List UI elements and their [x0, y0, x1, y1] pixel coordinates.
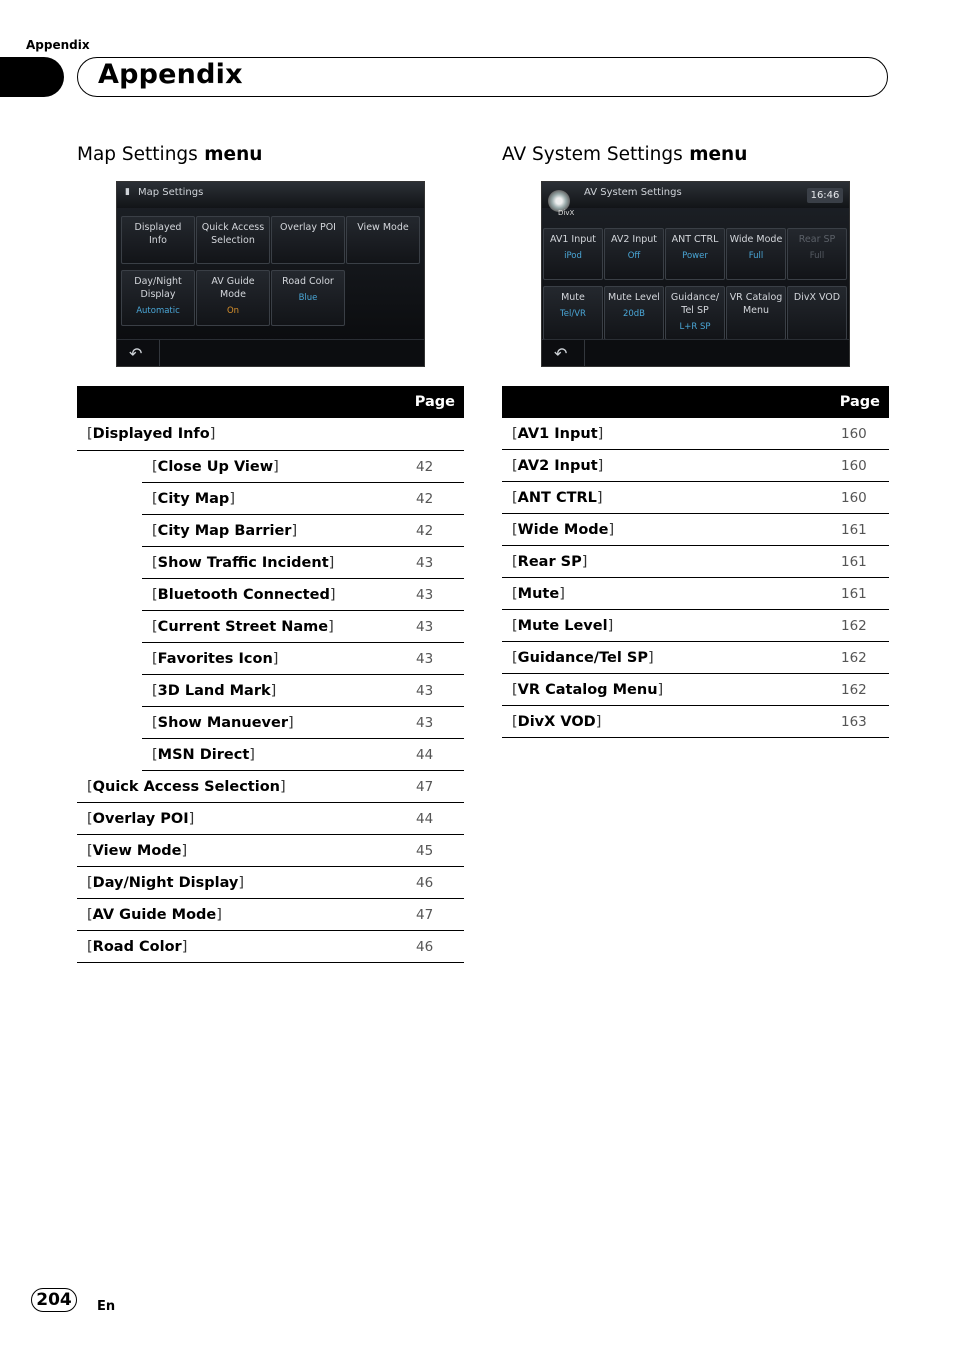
- tile-label: VR Catalog: [729, 292, 783, 303]
- setting-cell: [77, 803, 416, 835]
- setting-name: Quick Access Selection: [92, 778, 280, 795]
- av-system-settings-section-title: [502, 144, 747, 165]
- setting-cell: [77, 771, 416, 803]
- page-cell: 161: [841, 514, 889, 546]
- section-tab-marker: [0, 57, 64, 97]
- page-cell: 43: [416, 675, 464, 707]
- setting-cell: [502, 450, 841, 482]
- setting-cell: [142, 483, 416, 515]
- setting-cell: [77, 867, 416, 899]
- tile-value: L+R SP: [679, 322, 711, 332]
- setting-cell: [142, 547, 416, 579]
- menu-tile: [543, 228, 603, 280]
- bracket-close: ]: [328, 618, 334, 635]
- setting-cell: [502, 418, 841, 450]
- tile-label: Rear SP: [798, 234, 836, 245]
- bracket-open: [: [512, 649, 518, 666]
- setting-name: Rear SP: [517, 553, 582, 570]
- tile-label: AV1 Input: [549, 234, 597, 245]
- section-title-suffix: menu: [689, 144, 748, 165]
- tile-value: Tel/VR: [560, 309, 586, 319]
- bracket-open: [: [512, 425, 518, 442]
- tile-label: DivX VOD: [793, 292, 841, 303]
- setting-cell: [142, 707, 416, 739]
- bracket-close: ]: [181, 842, 188, 859]
- page-cell: 163: [841, 706, 889, 738]
- screen-footer: [542, 339, 849, 366]
- tile-label: Mode: [220, 289, 246, 300]
- setting-name: Close Up View: [157, 458, 274, 475]
- tile-value: 20dB: [622, 309, 646, 319]
- bracket-open: [: [152, 490, 158, 507]
- bracket-open: [: [87, 938, 93, 955]
- table-row: [77, 899, 464, 931]
- tile-label: Quick Access: [201, 222, 265, 233]
- setting-cell: [142, 739, 416, 771]
- setting-name: Favorites Icon: [157, 650, 273, 667]
- bracket-open: [: [152, 746, 158, 763]
- section-title-name: AV System Settings: [502, 144, 683, 165]
- menu-icon: ▮: [125, 187, 130, 197]
- section-title-suffix: menu: [204, 144, 263, 165]
- page-cell: 162: [841, 674, 889, 706]
- bracket-close: ]: [329, 586, 336, 603]
- bracket-close: ]: [291, 522, 298, 539]
- table-row: [77, 707, 464, 739]
- tile-label: Day/Night: [134, 276, 182, 287]
- menu-tile: [543, 286, 603, 340]
- tile-label: Mute: [561, 292, 585, 303]
- tile-value: On: [226, 306, 240, 316]
- page-cell: 45: [416, 835, 464, 867]
- menu-tile: [346, 216, 420, 264]
- bracket-close: ]: [270, 682, 277, 699]
- setting-cell: [142, 675, 416, 707]
- screen-caption: AV System Settings: [584, 187, 682, 198]
- menu-tile: [604, 228, 664, 280]
- bracket-close: ]: [238, 874, 245, 891]
- tile-value: iPod: [564, 251, 582, 261]
- page-column-header: Page: [77, 386, 464, 418]
- av-system-settings-table: [502, 386, 889, 738]
- setting-cell: [502, 706, 841, 738]
- setting-name: VR Catalog Menu: [517, 681, 658, 698]
- tile-label: AV2 Input: [610, 234, 658, 245]
- divx-label: DivX: [558, 209, 575, 217]
- av-system-settings-screenshot: [541, 181, 850, 367]
- table-row: [502, 546, 889, 578]
- table-row: [77, 451, 464, 483]
- setting-cell: [142, 579, 416, 611]
- page-cell: 43: [416, 643, 464, 675]
- setting-name: MSN Direct: [157, 746, 250, 763]
- back-arrow-icon: ↶: [129, 344, 143, 363]
- table-row: [502, 642, 889, 674]
- page-column-header: Page: [502, 386, 889, 418]
- tile-value: Full: [809, 251, 825, 261]
- map-settings-table: [77, 386, 464, 963]
- table-row: [77, 483, 464, 515]
- tile-value: Blue: [298, 293, 318, 303]
- bracket-open: [: [512, 617, 518, 634]
- menu-tile: [196, 270, 270, 326]
- page-cell: 43: [416, 547, 464, 579]
- bracket-close: ]: [596, 489, 603, 506]
- bracket-open: [: [152, 618, 158, 635]
- setting-name: 3D Land Mark: [157, 682, 271, 699]
- tile-value: Off: [627, 251, 641, 261]
- bracket-open: [: [512, 681, 518, 698]
- menu-tile: [271, 216, 345, 264]
- page-cell: 43: [416, 579, 464, 611]
- page-cell: 162: [841, 642, 889, 674]
- setting-name: AV Guide Mode: [92, 906, 217, 923]
- tile-value: Full: [748, 251, 764, 261]
- bracket-close: ]: [647, 649, 654, 666]
- setting-cell: [502, 674, 841, 706]
- section-title-name: Map Settings: [77, 144, 198, 165]
- setting-name: View Mode: [92, 842, 182, 859]
- setting-cell: [77, 835, 416, 867]
- menu-tile: [196, 216, 270, 264]
- bracket-open: [: [152, 522, 158, 539]
- tile-label: View Mode: [357, 222, 409, 233]
- tile-label: Overlay POI: [280, 222, 336, 233]
- page-cell: 47: [416, 899, 464, 931]
- bracket-open: [: [512, 553, 518, 570]
- menu-tile: [271, 270, 345, 326]
- bracket-open: [: [87, 906, 93, 923]
- page-cell: 160: [841, 418, 889, 450]
- bracket-open: [: [87, 810, 93, 827]
- setting-name: Current Street Name: [157, 618, 329, 635]
- table-row: [77, 739, 464, 771]
- table-row: [502, 674, 889, 706]
- tile-label: Menu: [742, 305, 770, 316]
- footer-divider: [159, 340, 160, 366]
- setting-name: AV1 Input: [517, 425, 598, 442]
- bracket-close: ]: [597, 425, 604, 442]
- setting-cell: [142, 611, 416, 643]
- table-header-row: [502, 386, 889, 418]
- bracket-close: ]: [188, 810, 195, 827]
- setting-cell: [142, 451, 416, 483]
- setting-cell: [77, 931, 416, 963]
- setting-cell: [502, 546, 841, 578]
- bracket-open: [: [152, 682, 158, 699]
- indent-spacer: [77, 643, 142, 675]
- bracket-close: ]: [607, 617, 614, 634]
- table-row: [77, 675, 464, 707]
- page-title: Appendix: [98, 59, 243, 90]
- tile-label: Mute Level: [608, 292, 660, 303]
- page-cell: 42: [416, 515, 464, 547]
- table-row: [77, 867, 464, 899]
- table-row: [502, 514, 889, 546]
- setting-cell: [77, 899, 416, 931]
- tile-label: Tel SP: [681, 305, 709, 316]
- table-row: [77, 579, 464, 611]
- bracket-close: ]: [272, 650, 279, 667]
- bracket-close: ]: [181, 938, 188, 955]
- map-settings-screenshot: [116, 181, 425, 367]
- bracket-close: ]: [328, 554, 335, 571]
- setting-name: City Map Barrier: [157, 522, 292, 539]
- table-row: [77, 643, 464, 675]
- bracket-open: [: [152, 714, 158, 731]
- page-cell: 43: [416, 707, 464, 739]
- table-row: [77, 803, 464, 835]
- setting-name: Road Color: [92, 938, 182, 955]
- page-cell: 162: [841, 610, 889, 642]
- menu-tile: [665, 286, 725, 340]
- bracket-close: ]: [229, 490, 235, 507]
- indent-spacer: [77, 739, 142, 771]
- page-cell: 42: [416, 451, 464, 483]
- running-header: Appendix: [26, 38, 90, 52]
- setting-cell: [142, 515, 416, 547]
- page-cell: 44: [416, 739, 464, 771]
- tile-label: Road Color: [282, 276, 334, 287]
- setting-name: AV2 Input: [517, 457, 598, 474]
- indent-spacer: [77, 483, 142, 515]
- tile-label: Guidance/: [670, 292, 720, 303]
- bracket-close: ]: [216, 906, 222, 923]
- setting-name: Show Traffic Incident: [157, 554, 329, 571]
- table-row: [502, 450, 889, 482]
- table-row: [502, 482, 889, 514]
- setting-name: Mute Level: [517, 617, 608, 634]
- setting-name: Displayed Info: [92, 426, 210, 442]
- table-row: [502, 578, 889, 610]
- tile-label: Info: [149, 235, 167, 246]
- page-cell: 161: [841, 578, 889, 610]
- tile-label: AV Guide: [211, 276, 255, 287]
- page-cell: 160: [841, 450, 889, 482]
- indent-spacer: [77, 451, 142, 483]
- menu-tile: [604, 286, 664, 340]
- bracket-close: ]: [581, 553, 588, 570]
- indent-spacer: [77, 515, 142, 547]
- setting-cell: [142, 643, 416, 675]
- tile-label: Wide Mode: [729, 234, 783, 245]
- bracket-open: [: [512, 521, 518, 538]
- setting-cell: [502, 642, 841, 674]
- back-arrow-icon: ↶: [554, 344, 568, 363]
- setting-name: Mute: [517, 585, 560, 602]
- setting-name: Guidance/Tel SP: [517, 649, 648, 666]
- bracket-close: ]: [608, 521, 615, 538]
- tile-label: Display: [140, 289, 176, 300]
- bracket-open: [: [87, 842, 93, 859]
- indent-spacer: [77, 675, 142, 707]
- bracket-close: ]: [287, 714, 294, 731]
- bracket-open: [: [87, 426, 93, 442]
- page-cell: 43: [416, 611, 464, 643]
- menu-tile: [726, 228, 786, 280]
- setting-cell: [502, 578, 841, 610]
- table-row: [77, 835, 464, 867]
- page-cell: 160: [841, 482, 889, 514]
- bracket-open: [: [512, 489, 518, 506]
- indent-spacer: [77, 611, 142, 643]
- language-code: En: [97, 1299, 116, 1314]
- menu-tile: [787, 228, 847, 280]
- tile-label: ANT CTRL: [671, 234, 719, 245]
- table-row: [77, 515, 464, 547]
- menu-tile: [121, 270, 195, 326]
- setting-name: Wide Mode: [517, 521, 609, 538]
- setting-cell: [77, 418, 416, 451]
- page-cell: 42: [416, 483, 464, 515]
- bracket-close: ]: [597, 457, 604, 474]
- setting-name: Show Manuever: [157, 714, 288, 731]
- bracket-close: ]: [559, 585, 565, 602]
- tile-label: Displayed: [134, 222, 182, 233]
- menu-tile: [665, 228, 725, 280]
- setting-name: City Map: [157, 490, 230, 507]
- page-cell: 47: [416, 771, 464, 803]
- bracket-close: ]: [280, 778, 286, 795]
- screen-footer: [117, 339, 424, 366]
- bracket-close: ]: [657, 681, 664, 698]
- menu-tile: [121, 216, 195, 264]
- table-row: [77, 418, 464, 451]
- footer-divider: [584, 340, 585, 366]
- page-cell: 46: [416, 931, 464, 963]
- bracket-close: ]: [273, 458, 279, 475]
- table-row: [502, 418, 889, 450]
- tile-value: Automatic: [136, 306, 180, 316]
- bracket-close: ]: [209, 426, 216, 442]
- page-cell: 161: [841, 546, 889, 578]
- page-cell: [416, 418, 464, 451]
- bracket-open: [: [512, 585, 518, 602]
- page-cell: 46: [416, 867, 464, 899]
- page-title-box: [77, 57, 888, 97]
- clock: 16:46: [807, 188, 843, 203]
- setting-name: Overlay POI: [92, 810, 189, 827]
- setting-cell: [502, 514, 841, 546]
- indent-spacer: [77, 579, 142, 611]
- bracket-open: [: [152, 554, 158, 571]
- table-header-row: [77, 386, 464, 418]
- setting-cell: [502, 482, 841, 514]
- table-row: [502, 610, 889, 642]
- bracket-open: [: [512, 713, 518, 730]
- table-row: [77, 611, 464, 643]
- bracket-open: [: [87, 778, 93, 795]
- bracket-open: [: [87, 874, 93, 891]
- setting-name: Bluetooth Connected: [157, 586, 330, 603]
- menu-tile: [787, 286, 847, 340]
- tile-value: Power: [682, 251, 708, 261]
- map-settings-section-title: [77, 144, 262, 165]
- screen-caption: Map Settings: [138, 187, 204, 198]
- menu-tile: [726, 286, 786, 340]
- bracket-close: ]: [595, 713, 602, 730]
- bracket-open: [: [152, 458, 158, 475]
- setting-name: Day/Night Display: [92, 874, 239, 891]
- bracket-open: [: [152, 650, 158, 667]
- page-cell: 44: [416, 803, 464, 835]
- page-number: 204: [31, 1288, 77, 1312]
- setting-name: ANT CTRL: [517, 489, 597, 506]
- bracket-close: ]: [249, 746, 255, 763]
- setting-name: DivX VOD: [517, 713, 596, 730]
- tile-label: Selection: [211, 235, 255, 246]
- table-row: [77, 547, 464, 579]
- setting-cell: [502, 610, 841, 642]
- bracket-open: [: [512, 457, 518, 474]
- indent-spacer: [77, 707, 142, 739]
- table-row: [77, 771, 464, 803]
- table-row: [77, 931, 464, 963]
- bracket-open: [: [152, 586, 158, 603]
- table-row: [502, 706, 889, 738]
- indent-spacer: [77, 547, 142, 579]
